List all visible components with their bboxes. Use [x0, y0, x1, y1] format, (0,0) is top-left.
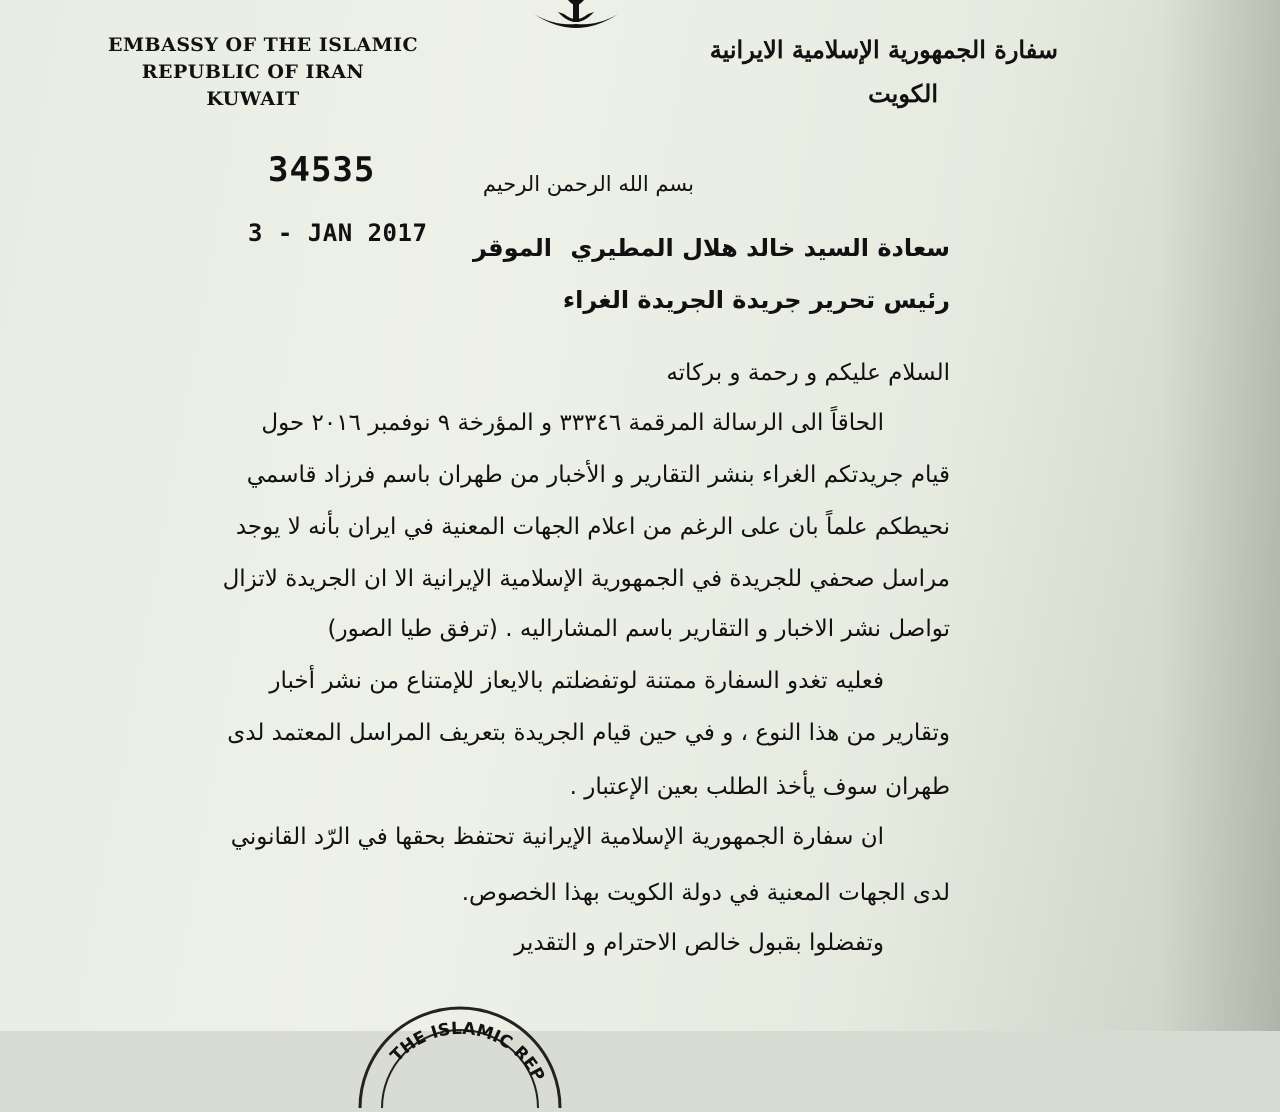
- svg-text:THE ISLAMIC REP: [387, 1019, 548, 1085]
- closing-line: وتفضلوا بقبول خالص الاحترام و التقدير: [514, 930, 884, 956]
- addressee: سعادة السيد خالد هلال المطيري: [570, 234, 950, 262]
- body-line: طهران سوف يأخذ الطلب بعين الإعتبار .: [569, 774, 950, 800]
- emblem-icon: [528, 0, 624, 40]
- honorific: الموقر: [472, 234, 552, 262]
- basmala: بسم الله الرحمن الرحيم: [482, 172, 694, 196]
- greeting: السلام عليكم و رحمة و بركاته: [666, 360, 950, 386]
- body-line: مراسل صحفي للجريدة في الجمهورية الإسلامية الإيرانية الا ان الجريدة لاتزال: [222, 566, 950, 592]
- reference-number: 34535: [268, 150, 376, 190]
- body-line: فعليه تغدو السفارة ممتنة لوتفضلتم بالايعاز للإمتناع من نشر أخبار: [269, 668, 884, 694]
- body-line: نحيطكم علماً بان على الرغم من اعلام الجهات المعنية في ايران بأنه لا يوجد: [235, 514, 950, 540]
- page-shadow: [1160, 0, 1280, 1031]
- header-line: سفارة الجمهورية الإسلامية الايرانية: [709, 35, 1058, 64]
- seal-text: THE ISLAMIC REP: [386, 1018, 549, 1085]
- reference-date: 3 - JAN 2017: [248, 219, 428, 247]
- body-line: لدى الجهات المعنية في دولة الكويت بهذا الخصوص.: [461, 880, 950, 906]
- header-line: REPUBLIC OF IRAN: [141, 61, 365, 83]
- header-city: الكويت: [868, 79, 938, 108]
- body-line: الحاقاً الى الرسالة المرقمة ٣٣٣٤٦ و المؤرخة ٩ نوفمبر ٢٠١٦ حول: [261, 410, 884, 436]
- embassy-name-arabic: [710, 28, 1058, 116]
- body-line: قيام جريدتكم الغراء بنشر التقارير و الأخبار من طهران باسم فرزاد قاسمي: [246, 462, 950, 488]
- body-line: ان سفارة الجمهورية الإسلامية الإيرانية تحتفظ بحقها في الرّد القانوني: [230, 824, 884, 850]
- body-line: وتقارير من هذا النوع ، و في حين قيام الجريدة بتعريف المراسل المعتمد لدى: [227, 720, 950, 746]
- addressee-title: رئيس تحرير جريدة الجريدة الغراء: [562, 286, 950, 314]
- embassy-name-english: [108, 32, 419, 113]
- header-line: KUWAIT: [206, 88, 300, 110]
- embassy-seal-icon: [350, 988, 570, 1085]
- body-line: تواصل نشر الاخبار و التقارير باسم المشاراليه . (ترفق طيا الصور): [327, 616, 950, 642]
- header-line: EMBASSY OF THE ISLAMIC: [108, 34, 419, 56]
